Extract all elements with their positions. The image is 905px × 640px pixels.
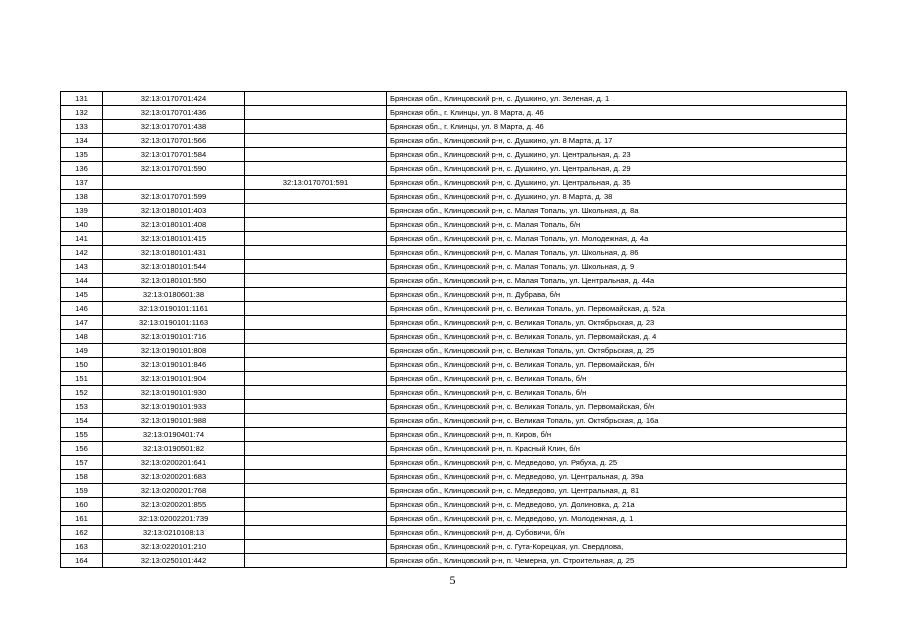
table-row	[61, 470, 847, 484]
row-number-cell: 161	[61, 512, 103, 526]
address-cell: Брянская обл., Клинцовский р-н, с. Медведово, ул. Центральная, д. 81	[387, 484, 847, 498]
table-row	[61, 526, 847, 540]
row-number-cell: 138	[61, 190, 103, 204]
row-number-cell: 145	[61, 288, 103, 302]
cadastral-number-cell: 32:13:0220101:210	[103, 540, 245, 554]
cadastral-number-alt-cell	[245, 134, 387, 148]
cadastral-number-alt-cell	[245, 106, 387, 120]
cadastral-number-cell: 32:13:02002201:739	[103, 512, 245, 526]
cadastral-number-alt-cell	[245, 498, 387, 512]
row-number-cell: 146	[61, 302, 103, 316]
cadastral-number-alt-cell	[245, 120, 387, 134]
table-row	[61, 162, 847, 176]
row-number-cell: 154	[61, 414, 103, 428]
cadastral-number-alt-cell	[245, 260, 387, 274]
row-number-cell: 134	[61, 134, 103, 148]
cadastral-number-cell: 32:13:0170701:590	[103, 162, 245, 176]
cadastral-number-alt-cell	[245, 414, 387, 428]
address-cell: Брянская обл., Клинцовский р-н, с. Малая Топаль, б/н	[387, 218, 847, 232]
table-row	[61, 358, 847, 372]
row-number-cell: 135	[61, 148, 103, 162]
table-row	[61, 232, 847, 246]
row-number-cell: 149	[61, 344, 103, 358]
table-row	[61, 204, 847, 218]
row-number-cell: 163	[61, 540, 103, 554]
table-row	[61, 302, 847, 316]
cadastral-number-cell: 32:13:0180101:550	[103, 274, 245, 288]
address-cell: Брянская обл., Клинцовский р-н, с. Великая Топаль, б/н	[387, 372, 847, 386]
cadastral-number-alt-cell	[245, 442, 387, 456]
address-cell: Брянская обл., Клинцовский р-н, с. Малая Топаль, ул. Школьная, д. 8а	[387, 204, 847, 218]
cadastral-number-cell: 32:13:0250101:442	[103, 554, 245, 568]
table-row	[61, 148, 847, 162]
row-number-cell: 153	[61, 400, 103, 414]
address-cell: Брянская обл., Клинцовский р-н, с. Гута-Корецкая, ул. Свердлова,	[387, 540, 847, 554]
table-row	[61, 274, 847, 288]
cadastral-number-cell: 32:13:0190101:988	[103, 414, 245, 428]
register-table	[60, 91, 847, 568]
cadastral-number-alt-cell	[245, 302, 387, 316]
cadastral-number-cell: 32:13:0190101:716	[103, 330, 245, 344]
address-cell: Брянская обл., Клинцовский р-н, с. Великая Топаль, ул. Первомайская, д. 52а	[387, 302, 847, 316]
table-row	[61, 218, 847, 232]
address-cell: Брянская обл., Клинцовский р-н, п. Дубрава, б/н	[387, 288, 847, 302]
address-cell: Брянская обл., Клинцовский р-н, с. Медведово, ул. Центральная, д. 39а	[387, 470, 847, 484]
cadastral-number-alt-cell	[245, 540, 387, 554]
address-cell: Брянская обл., Клинцовский р-н, п. Киров, б/н	[387, 428, 847, 442]
cadastral-number-alt-cell	[245, 386, 387, 400]
row-number-cell: 158	[61, 470, 103, 484]
cadastral-number-alt-cell	[245, 218, 387, 232]
cadastral-number-cell: 32:13:0170701:599	[103, 190, 245, 204]
cadastral-number-alt-cell	[245, 232, 387, 246]
row-number-cell: 143	[61, 260, 103, 274]
row-number-cell: 164	[61, 554, 103, 568]
address-cell: Брянская обл., Клинцовский р-н, с. Великая Топаль, б/н	[387, 386, 847, 400]
page-number: 5	[449, 573, 456, 587]
address-cell: Брянская обл., Клинцовский р-н, с. Душкино, ул. Центральная, д. 35	[387, 176, 847, 190]
address-cell: Брянская обл., Клинцовский р-н, с. Великая Топаль, ул. Первомайская, б/н	[387, 358, 847, 372]
table-row	[61, 176, 847, 190]
cadastral-number-cell: 32:13:0170701:436	[103, 106, 245, 120]
row-number-cell: 159	[61, 484, 103, 498]
cadastral-number-cell: 32:13:0190101:1161	[103, 302, 245, 316]
table-row	[61, 442, 847, 456]
cadastral-number-cell: 32:13:0200201:683	[103, 470, 245, 484]
table-row	[61, 386, 847, 400]
table-row	[61, 456, 847, 470]
cadastral-number-cell: 32:13:0190101:930	[103, 386, 245, 400]
address-cell: Брянская обл., Клинцовский р-н, п. Красный Клин, б/н	[387, 442, 847, 456]
row-number-cell: 151	[61, 372, 103, 386]
table-row	[61, 400, 847, 414]
row-number-cell: 140	[61, 218, 103, 232]
table-row	[61, 344, 847, 358]
address-cell: Брянская обл., Клинцовский р-н, с. Медведово, ул. Рябуха, д. 25	[387, 456, 847, 470]
cadastral-number-cell: 32:13:0200201:641	[103, 456, 245, 470]
address-cell: Брянская обл., Клинцовский р-н, с. Душкино, ул. 8 Марта, д. 38	[387, 190, 847, 204]
cadastral-number-cell: 32:13:0190401:74	[103, 428, 245, 442]
cadastral-number-cell: 32:13:0180101:544	[103, 260, 245, 274]
table-row	[61, 498, 847, 512]
row-number-cell: 157	[61, 456, 103, 470]
row-number-cell: 132	[61, 106, 103, 120]
cadastral-number-alt-cell: 32:13:0170701:591	[245, 176, 387, 190]
cadastral-number-cell: 32:13:0180101:415	[103, 232, 245, 246]
cadastral-number-alt-cell	[245, 316, 387, 330]
address-cell: Брянская обл., Клинцовский р-н, с. Малая Топаль, ул. Центральная, д. 44а	[387, 274, 847, 288]
table-row	[61, 316, 847, 330]
table-row	[61, 134, 847, 148]
table-row	[61, 106, 847, 120]
address-cell: Брянская обл., Клинцовский р-н, с. Душкино, ул. Зеленая, д. 1	[387, 92, 847, 106]
row-number-cell: 136	[61, 162, 103, 176]
address-cell: Брянская обл., Клинцовский р-н, с. Душкино, ул. 8 Марта, д. 17	[387, 134, 847, 148]
cadastral-number-cell: 32:13:0170701:566	[103, 134, 245, 148]
address-cell: Брянская обл., Клинцовский р-н, с. Малая Топаль, ул. Школьная, д. 86	[387, 246, 847, 260]
address-cell: Брянская обл., Клинцовский р-н, с. Великая Топаль, ул. Октябрьская, д. 25	[387, 344, 847, 358]
address-cell: Брянская обл., Клинцовский р-н, с. Великая Топаль, ул. Октябрьская, д. 16а	[387, 414, 847, 428]
address-cell: Брянская обл., г. Клинцы, ул. 8 Марта, д. 46	[387, 120, 847, 134]
table-row	[61, 540, 847, 554]
table-row	[61, 428, 847, 442]
address-cell: Брянская обл., Клинцовский р-н, с. Малая Топаль, ул. Молодежная, д. 4а	[387, 232, 847, 246]
row-number-cell: 139	[61, 204, 103, 218]
cadastral-number-cell: 32:13:0170701:584	[103, 148, 245, 162]
cadastral-number-cell: 32:13:0180101:408	[103, 218, 245, 232]
cadastral-number-cell: 32:13:0210108:13	[103, 526, 245, 540]
row-number-cell: 160	[61, 498, 103, 512]
cadastral-number-alt-cell	[245, 274, 387, 288]
address-cell: Брянская обл., Клинцовский р-н, с. Малая Топаль, ул. Школьная, д. 9	[387, 260, 847, 274]
cadastral-number-alt-cell	[245, 204, 387, 218]
row-number-cell: 156	[61, 442, 103, 456]
cadastral-number-alt-cell	[245, 372, 387, 386]
row-number-cell: 137	[61, 176, 103, 190]
cadastral-number-alt-cell	[245, 470, 387, 484]
cadastral-number-alt-cell	[245, 358, 387, 372]
cadastral-number-alt-cell	[245, 526, 387, 540]
cadastral-number-alt-cell	[245, 288, 387, 302]
cadastral-number-cell: 32:13:0190101:904	[103, 372, 245, 386]
cadastral-number-alt-cell	[245, 162, 387, 176]
table-row	[61, 372, 847, 386]
address-cell: Брянская обл., Клинцовский р-н, с. Душкино, ул. Центральная, д. 29	[387, 162, 847, 176]
address-cell: Брянская обл., Клинцовский р-н, с. Медведово, ул. Долиновка, д. 21а	[387, 498, 847, 512]
cadastral-number-cell: 32:13:0170701:438	[103, 120, 245, 134]
row-number-cell: 155	[61, 428, 103, 442]
cadastral-number-alt-cell	[245, 344, 387, 358]
cadastral-number-cell: 32:13:0170701:424	[103, 92, 245, 106]
cadastral-number-cell: 32:13:0200201:768	[103, 484, 245, 498]
cadastral-number-cell: 32:13:0180101:431	[103, 246, 245, 260]
address-cell: Брянская обл., Клинцовский р-н, д. Субовичи, б/н	[387, 526, 847, 540]
row-number-cell: 133	[61, 120, 103, 134]
address-cell: Брянская обл., Клинцовский р-н, п. Чемерна, ул. Строительная, д. 25	[387, 554, 847, 568]
address-cell: Брянская обл., Клинцовский р-н, с. Великая Топаль, ул. Октябрьская, д. 23	[387, 316, 847, 330]
row-number-cell: 150	[61, 358, 103, 372]
table-row	[61, 484, 847, 498]
cadastral-number-cell: 32:13:0200201:855	[103, 498, 245, 512]
row-number-cell: 144	[61, 274, 103, 288]
cadastral-number-alt-cell	[245, 92, 387, 106]
address-cell: Брянская обл., Клинцовский р-н, с. Медведово, ул. Молодежная, д. 1	[387, 512, 847, 526]
cadastral-number-cell: 32:13:0190501:82	[103, 442, 245, 456]
cadastral-number-alt-cell	[245, 456, 387, 470]
cadastral-number-alt-cell	[245, 148, 387, 162]
row-number-cell: 131	[61, 92, 103, 106]
table-row	[61, 92, 847, 106]
cadastral-number-alt-cell	[245, 330, 387, 344]
table-row	[61, 288, 847, 302]
table-row	[61, 246, 847, 260]
cadastral-number-alt-cell	[245, 512, 387, 526]
cadastral-number-alt-cell	[245, 400, 387, 414]
address-cell: Брянская обл., г. Клинцы, ул. 8 Марта, д. 46	[387, 106, 847, 120]
table-row	[61, 554, 847, 568]
cadastral-number-alt-cell	[245, 484, 387, 498]
table-row	[61, 512, 847, 526]
cadastral-number-cell: 32:13:0180101:403	[103, 204, 245, 218]
table-row	[61, 414, 847, 428]
cadastral-number-alt-cell	[245, 554, 387, 568]
cadastral-number-cell: 32:13:0190101:1163	[103, 316, 245, 330]
row-number-cell: 148	[61, 330, 103, 344]
table-row	[61, 260, 847, 274]
table-row	[61, 330, 847, 344]
table-row	[61, 190, 847, 204]
address-cell: Брянская обл., Клинцовский р-н, с. Великая Топаль, ул. Первомайская, д. 4	[387, 330, 847, 344]
address-cell: Брянская обл., Клинцовский р-н, с. Великая Топаль, ул. Первомайская, б/н	[387, 400, 847, 414]
cadastral-number-alt-cell	[245, 246, 387, 260]
cadastral-number-cell: 32:13:0190101:933	[103, 400, 245, 414]
cadastral-number-cell: 32:13:0180601:38	[103, 288, 245, 302]
address-cell: Брянская обл., Клинцовский р-н, с. Душкино, ул. Центральная, д. 23	[387, 148, 847, 162]
row-number-cell: 141	[61, 232, 103, 246]
cadastral-number-cell	[103, 176, 245, 190]
cadastral-number-cell: 32:13:0190101:846	[103, 358, 245, 372]
row-number-cell: 142	[61, 246, 103, 260]
row-number-cell: 162	[61, 526, 103, 540]
row-number-cell: 147	[61, 316, 103, 330]
register-table-body	[61, 92, 847, 568]
cadastral-number-cell: 32:13:0190101:808	[103, 344, 245, 358]
cadastral-number-alt-cell	[245, 428, 387, 442]
table-row	[61, 120, 847, 134]
cadastral-number-alt-cell	[245, 190, 387, 204]
row-number-cell: 152	[61, 386, 103, 400]
